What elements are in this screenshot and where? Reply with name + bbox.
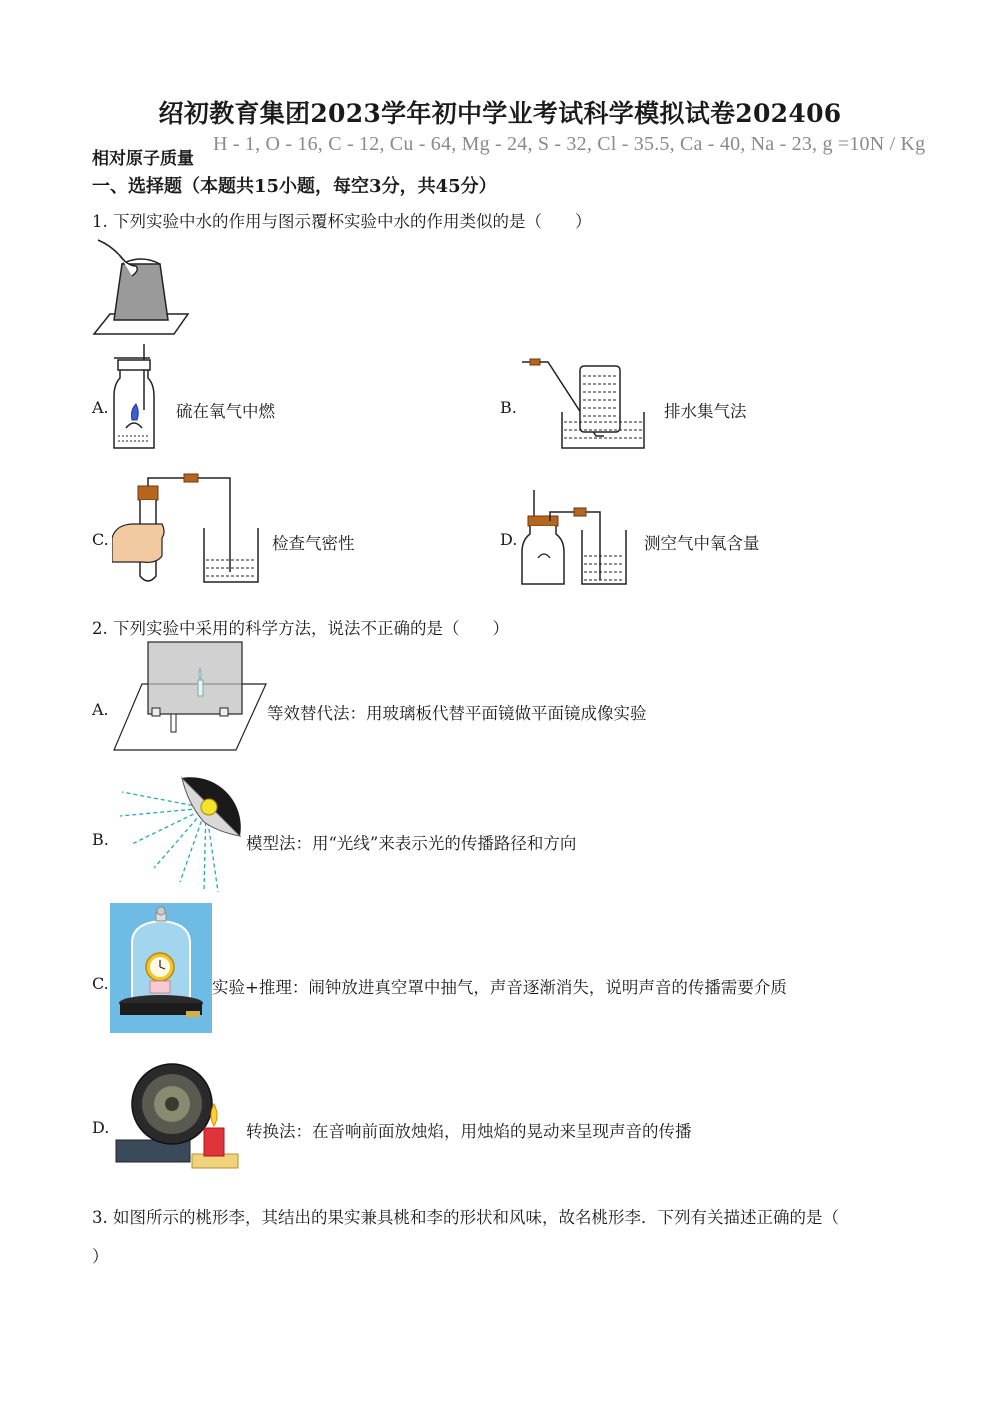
q1-option-d-letter: D. [500,530,518,549]
q1-option-c-text: 检查气密性 [272,534,355,553]
atomic-mass-label: 相对原子质量 [92,149,194,169]
q1-option-a-text: 硫在氧气中燃 [176,402,275,421]
q2-option-b-text: 模型法：用“光线”来表示光的传播路径和方向 [246,834,577,853]
q1-option-d-text: 测空气中氧含量 [644,534,760,553]
question-3-stem-line1: 3. 如图所示的桃形李，其结出的果实兼具桃和李的形状和风味，故名桃形李．下列有关描述正确的是（ [92,1208,839,1227]
q2-option-a-text: 等效替代法：用玻璃板代替平面镜做平面镜成像实验 [267,704,647,723]
q1-option-a-letter: A. [92,398,109,417]
glass-plate-figure [112,640,268,752]
q2-option-d-letter: D. [92,1118,110,1137]
atomic-mass-values: H - 1, O - 16, C - 12, Cu - 64, Mg - 24, S - 32, Cl - 35.5, Ca - 40, Na - 23, g =10N / Kg [213,133,926,155]
question-1-stem: 1. 下列实验中水的作用与图示覆杯实验中水的作用类似的是（ ） [92,212,592,231]
section-heading: 一、选择题（本题共15小题，每空3分，共45分） [92,176,497,197]
q2-option-c-text: 实验+推理：闹钟放进真空罩中抽气，声音逐渐消失，说明声音的传播需要介质 [212,978,787,997]
speaker-candle-figure [114,1062,240,1170]
inverted-cup-figure [92,236,192,338]
oxygen-content-figure [520,490,632,588]
light-ray-model-figure [118,770,248,894]
question-3-stem-line2: ） [92,1247,109,1266]
airtightness-check-figure [112,472,262,586]
sulfur-burning-figure [110,344,158,452]
bell-jar-alarm-clock-photo [110,903,212,1033]
page-title: 绍初教育集团2023学年初中学业考试科学模拟试卷202406 [158,99,842,128]
q1-option-c-letter: C. [92,530,109,549]
q2-option-d-text: 转换法：在音响前面放烛焰，用烛焰的晃动来呈现声音的传播 [246,1122,692,1141]
q1-option-b-text: 排水集气法 [664,402,747,421]
question-2-stem: 2. 下列实验中采用的科学方法，说法不正确的是（ ） [92,619,509,638]
q1-option-b-letter: B. [500,398,517,417]
q2-option-a-letter: A. [92,700,109,719]
q2-option-b-letter: B. [92,830,109,849]
q2-option-c-letter: C. [92,974,109,993]
water-displacement-figure [520,356,650,452]
